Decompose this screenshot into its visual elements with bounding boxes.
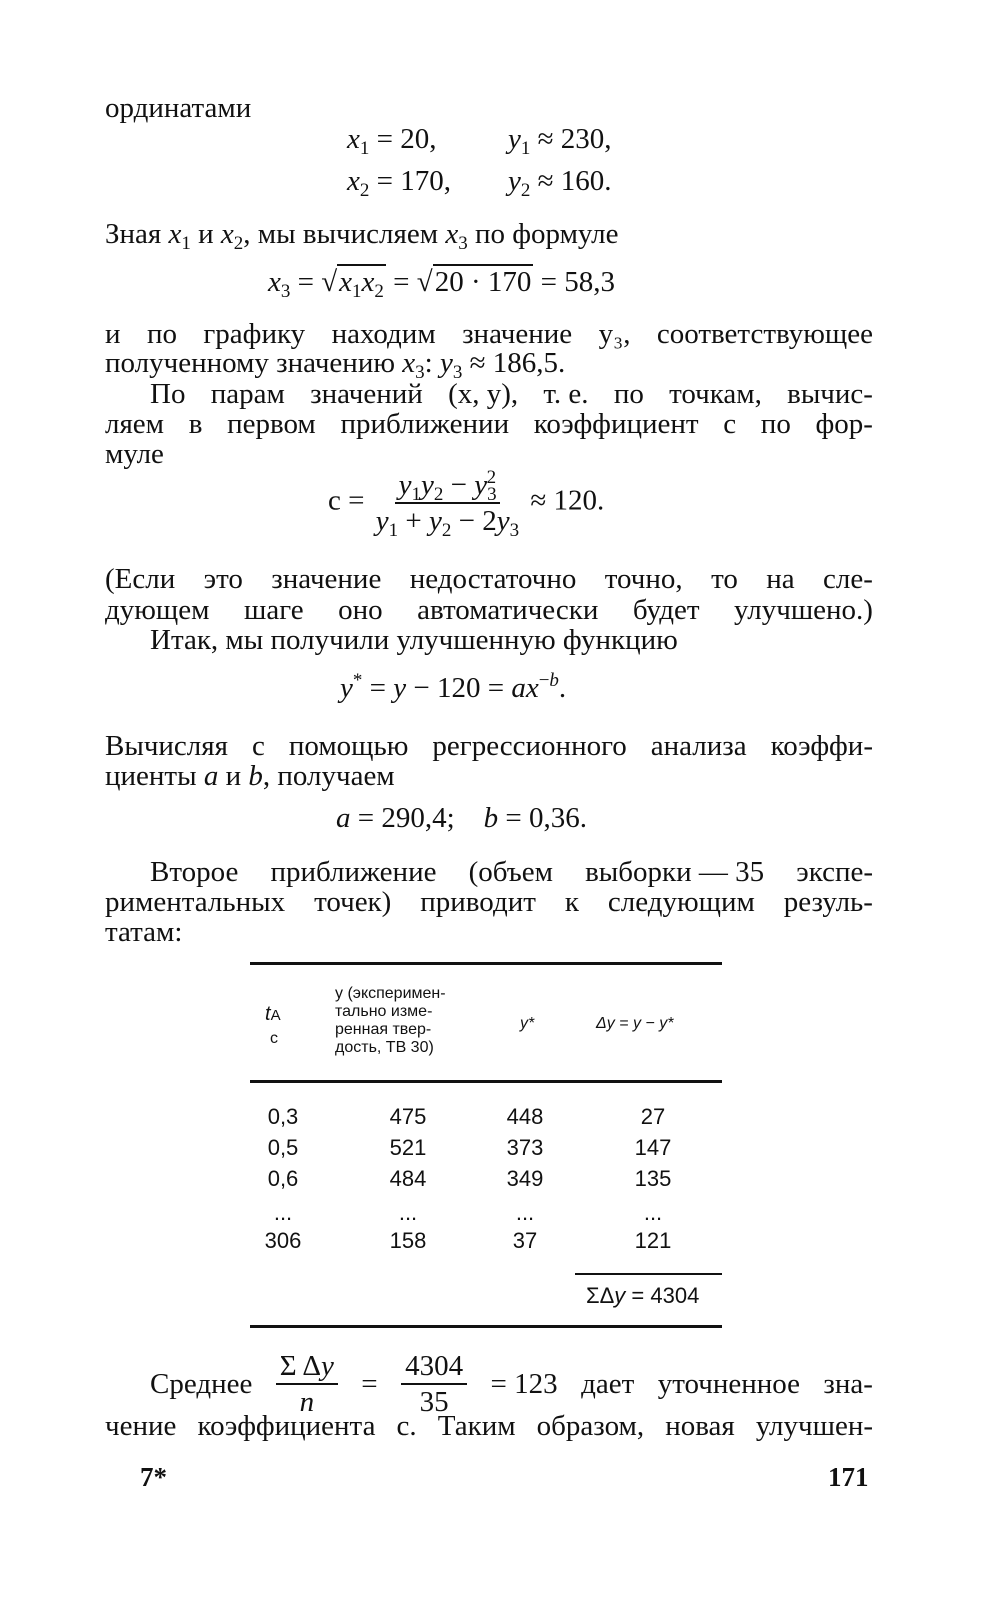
- col-header-t-unit: c: [270, 1030, 278, 1047]
- equation-c: [328, 467, 605, 541]
- text-line: Зная $x_1$ и $x_2$, мы вычисляем $x_3$ по формуле: [105, 218, 619, 254]
- result: = 58,3: [533, 266, 615, 298]
- text-line: ординатами: [105, 92, 252, 124]
- table-cell: 0,5: [267, 1135, 299, 1160]
- text-line: [105, 408, 873, 440]
- word: помощью: [288, 730, 409, 762]
- text-line: Среднее $\frac{\text{Σ Δy}}{n}$ = $\frac{4304}{35}$ = 123 дает уточненное зна-: [150, 1350, 873, 1418]
- word: уточненное: [657, 1367, 800, 1400]
- text-line: [105, 563, 873, 595]
- equation-y2: [508, 165, 612, 201]
- fraction: $\frac{4304}{35}$: [401, 1351, 467, 1417]
- header-line: дость, ТВ 30): [335, 1039, 434, 1056]
- t: и: [190, 218, 221, 250]
- equation-x3: $x_3 = √x_1x_2 = √20 \cdot 170 = 58,3$: [268, 266, 615, 302]
- equation-ystar: $y^* = y - 120 = ax^{-b}$.: [340, 670, 567, 704]
- table-top-rule: [250, 962, 722, 965]
- text-line: [150, 378, 873, 410]
- word: к: [564, 886, 579, 918]
- value: = 170,: [369, 165, 451, 197]
- sub: 1: [359, 138, 370, 159]
- header-line: ренная твер-: [335, 1021, 432, 1038]
- result: ≈ 120.: [523, 484, 605, 517]
- table-cell: 521: [389, 1135, 427, 1160]
- table-header-rule: [250, 1080, 722, 1083]
- t: , мы вычисляем: [243, 218, 446, 250]
- word: (x, y),: [448, 378, 519, 410]
- word: y₃,: [598, 318, 631, 350]
- equation-x1: [347, 123, 437, 159]
- word: выборки — 35: [585, 856, 765, 888]
- word: следующим: [607, 886, 755, 918]
- word: коэффициент: [533, 408, 699, 440]
- word: значений: [310, 378, 423, 410]
- t: Среднее: [150, 1367, 253, 1400]
- word: Вычисляя: [105, 730, 228, 762]
- word: (объем: [468, 856, 553, 888]
- word: Таким: [437, 1410, 516, 1442]
- word: коэффициента: [197, 1410, 376, 1442]
- word: По: [150, 378, 186, 410]
- word: c.: [396, 1410, 417, 1442]
- col-header-t: tA: [265, 1003, 281, 1025]
- word: приближение: [270, 856, 437, 888]
- table-cell: 0,6: [267, 1166, 299, 1191]
- text-line: полученному значению $x_3$: $y_3 \approx 186,5$.: [105, 347, 566, 383]
- word: резуль-: [783, 886, 873, 918]
- equation-ab: a = 290,4; b = 0,36.: [336, 802, 588, 834]
- word: (Если: [105, 563, 176, 595]
- sum-cell: ΣΔy = 4304: [586, 1283, 700, 1308]
- word: недостаточно: [409, 563, 577, 595]
- header-line: тально изме-: [335, 1003, 433, 1020]
- text-line: Итак, мы получили улучшенную функцию: [150, 624, 678, 656]
- value: = 20,: [369, 123, 437, 155]
- col-header-y: [335, 985, 446, 1057]
- table-cell: ...: [398, 1200, 418, 1225]
- fraction: $\frac{y_1y_2 - y_3^2}{y_1 + y_2 - 2y_3}$: [375, 467, 520, 541]
- table-cell: 349: [506, 1166, 544, 1191]
- table-cell: 373: [506, 1135, 544, 1160]
- word: приближении: [340, 408, 510, 440]
- result: = 123: [490, 1367, 558, 1400]
- value: ≈ 160.: [530, 165, 612, 197]
- word: с: [251, 730, 265, 762]
- equation-y1: [508, 123, 612, 159]
- text-line: [105, 886, 873, 918]
- word: фор-: [815, 408, 873, 440]
- sub: 1: [520, 138, 531, 159]
- word: дает: [581, 1367, 635, 1400]
- word: образом,: [536, 1410, 645, 1442]
- word: точкам,: [669, 378, 762, 410]
- sqrt-symbol: $√x_1x_2$: [321, 266, 384, 302]
- t: Зная: [105, 218, 169, 250]
- word: находим: [331, 318, 436, 350]
- table-cell: 147: [634, 1135, 672, 1160]
- word: это: [203, 563, 243, 595]
- word: парам: [210, 378, 285, 410]
- var: x: [347, 123, 360, 155]
- word: в: [188, 408, 203, 440]
- word: дующем: [105, 594, 210, 626]
- signature-mark: 7*: [140, 1462, 167, 1492]
- table-bottom-rule: [250, 1325, 722, 1328]
- text-line: [105, 1410, 873, 1442]
- word: риментальных: [105, 886, 286, 918]
- table-cell: ...: [273, 1200, 293, 1225]
- table-cell: 37: [512, 1228, 538, 1253]
- sqrt-symbol: √20 · 170: [416, 266, 532, 298]
- page-number: 171: [828, 1462, 869, 1492]
- word: c: [723, 408, 737, 440]
- var: y: [508, 165, 521, 197]
- sub: 2: [520, 180, 531, 201]
- word: приводит: [420, 886, 536, 918]
- word: шаге: [244, 594, 304, 626]
- word: по: [146, 318, 177, 350]
- equation-x2: [347, 165, 451, 201]
- table-cell: 0,3: [267, 1104, 299, 1129]
- eq: =: [290, 266, 322, 298]
- eq: =: [385, 266, 417, 298]
- table-cell: 158: [389, 1228, 427, 1253]
- word: и: [105, 318, 121, 350]
- text-line: муле: [105, 438, 164, 470]
- text-line: татам:: [105, 916, 183, 948]
- text-line: [105, 318, 873, 350]
- sum-rule: [575, 1273, 722, 1275]
- lhs: c =: [328, 484, 372, 517]
- word: значение: [271, 563, 382, 595]
- word: значение: [462, 318, 573, 350]
- header-line: y (эксперимен-: [335, 985, 446, 1002]
- col-header-ystar: y*: [520, 1015, 535, 1032]
- word: экспе-: [796, 856, 873, 888]
- table-cell: 121: [634, 1228, 672, 1253]
- word: точно,: [604, 563, 683, 595]
- text-line: [105, 594, 873, 626]
- word: то: [711, 563, 738, 595]
- word: зна-: [823, 1367, 873, 1400]
- word: оно: [338, 594, 383, 626]
- word: первом: [227, 408, 316, 440]
- word: Второе: [150, 856, 239, 888]
- word: по: [613, 378, 644, 410]
- table-cell: 448: [506, 1104, 544, 1129]
- word: будет: [632, 594, 700, 626]
- word: анализа: [650, 730, 747, 762]
- text-line: [105, 730, 873, 762]
- table-cell: ...: [515, 1200, 535, 1225]
- var: x: [347, 165, 360, 197]
- word: новая: [665, 1410, 735, 1442]
- table-cell: 135: [634, 1166, 672, 1191]
- table-cell: ...: [643, 1200, 663, 1225]
- word: коэффи-: [770, 730, 873, 762]
- word: улучшено.): [734, 594, 873, 626]
- var: y: [508, 123, 521, 155]
- word: вычис-: [787, 378, 873, 410]
- text-line: циенты a и b, получаем: [105, 760, 395, 792]
- value: ≈ 230,: [530, 123, 612, 155]
- word: на: [766, 563, 795, 595]
- table-cell: 484: [389, 1166, 427, 1191]
- word: ляем: [105, 408, 165, 440]
- table-cell: 306: [264, 1228, 302, 1253]
- text-line: [150, 856, 873, 888]
- word: улучшен-: [755, 1410, 873, 1442]
- word: автоматически: [417, 594, 599, 626]
- word: сле-: [823, 563, 873, 595]
- word: по: [760, 408, 791, 440]
- word: соответствующее: [656, 318, 873, 350]
- word: чение: [105, 1410, 177, 1442]
- word: графику: [203, 318, 306, 350]
- col-header-dy: Δy = y − y*: [596, 1015, 674, 1032]
- sub: 2: [359, 180, 370, 201]
- table-cell: 475: [389, 1104, 427, 1129]
- t: по формуле: [467, 218, 619, 250]
- table-cell: 27: [640, 1104, 666, 1129]
- word: т. е.: [543, 378, 589, 410]
- word: точек): [314, 886, 392, 918]
- fraction: $\frac{\text{Σ Δy}}{n}$: [276, 1351, 338, 1417]
- word: регрессионного: [432, 730, 627, 762]
